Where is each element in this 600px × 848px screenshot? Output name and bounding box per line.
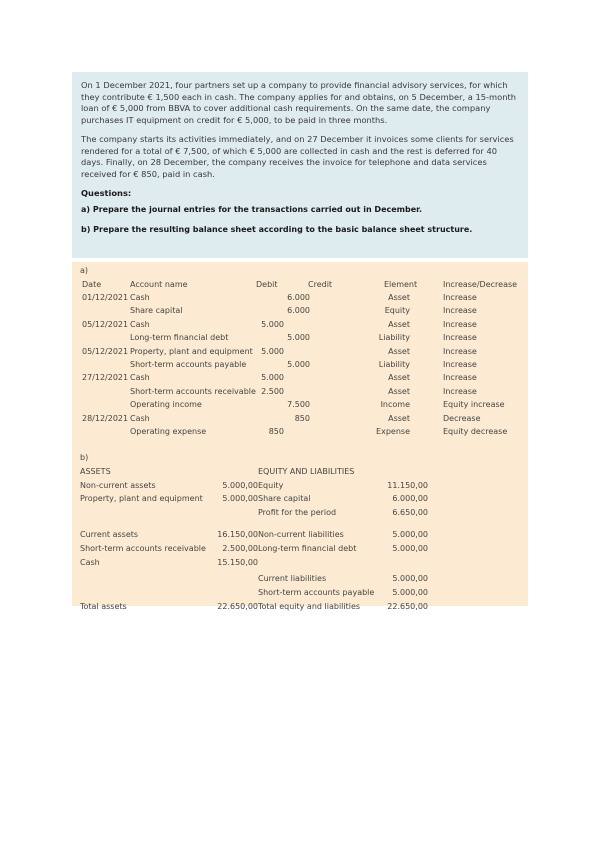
header-debit: Debit [256, 280, 278, 289]
journal-account: Short-term accounts receivable [130, 386, 256, 396]
assets-heading: ASSETS [80, 467, 111, 476]
balance-asset-label: Short-term accounts receivable [80, 544, 206, 553]
journal-account: Operating expense [130, 427, 207, 436]
journal-element: Expense [376, 427, 410, 436]
journal-element: Asset [388, 346, 410, 356]
journal-account: Cash [130, 319, 150, 329]
journal-change: Equity increase [443, 400, 505, 410]
balance-eq-label: Share capital [258, 494, 311, 503]
journal-date: 28/12/2021 [82, 413, 129, 423]
balance-asset-label: Total assets [80, 602, 127, 611]
journal-change: Increase [443, 293, 477, 302]
journal-account: Short-term accounts payable [130, 360, 247, 369]
journal-change: Increase [443, 346, 477, 356]
journal-debit: 850 [268, 427, 284, 436]
balance-asset-value: 5.000,00 [222, 494, 258, 503]
journal-element: Liability [378, 360, 410, 369]
journal-credit: 5.000 [287, 333, 310, 343]
statement-paragraph-1: On 1 December 2021, four partners set up a company to provide financial advisory services, for which they contribute € 1,500 each in cash. The company applies for and obtains, on 5 December, a 15-month loan of € 5,000 from BBVA to cover additional cash requirements. On the same date, the company purchases IT equipment on credit for € 5,000, to be paid in three months. [81, 80, 516, 125]
balance-asset-value: 5.000,00 [222, 481, 258, 490]
balance-asset-label: Non-current assets [80, 481, 156, 490]
balance-asset-value: 16.150,00 [217, 530, 258, 539]
journal-account: Operating income [130, 400, 202, 410]
journal-account: Long-term financial debt [130, 333, 229, 343]
journal-credit: 5.000 [287, 360, 310, 369]
journal-debit: 5.000 [261, 319, 284, 329]
balance-eq-label: Short-term accounts payable [258, 588, 375, 597]
header-element: Element [384, 280, 418, 289]
balance-eq-label: Equity [258, 481, 284, 490]
journal-change: Decrease [443, 413, 481, 423]
journal-account: Cash [130, 373, 150, 383]
journal-date: 01/12/2021 [82, 293, 129, 302]
journal-change: Increase [443, 360, 477, 369]
balance-eq-value: 5.000,00 [392, 574, 428, 583]
journal-label: a) [80, 266, 89, 275]
journal-element: Asset [388, 373, 410, 383]
journal-change: Increase [443, 306, 477, 316]
question-a: a) Prepare the journal entries for the transactions carried out in December. [81, 204, 422, 214]
header-date: Date [82, 280, 102, 289]
balance-eq-label: Total equity and liabilities [258, 602, 361, 611]
header-account: Account name [130, 280, 188, 289]
balance-asset-label: Current assets [80, 530, 139, 539]
balance-asset-label: Property, plant and equipment [80, 494, 203, 503]
balance-asset-value: 2.500,00 [222, 544, 258, 553]
journal-account: Cash [130, 413, 150, 423]
journal-date: 05/12/2021 [82, 346, 129, 356]
journal-credit: 6.000 [287, 306, 310, 316]
journal-date: 05/12/2021 [82, 319, 129, 329]
journal-change: Increase [443, 333, 477, 343]
balance-eq-label: Long-term financial debt [258, 544, 357, 553]
journal-element: Liability [378, 333, 410, 343]
journal-element: Income [380, 400, 410, 410]
journal-element: Asset [388, 319, 410, 329]
journal-debit: 5.000 [261, 373, 284, 383]
answer-box [72, 262, 528, 611]
journal-account: Share capital [130, 306, 183, 316]
balance-eq-value: 5.000,00 [392, 530, 428, 539]
balance-asset-label: Cash [80, 558, 100, 567]
header-credit: Credit [308, 280, 333, 289]
balance-eq-value: 6.000,00 [392, 494, 428, 503]
journal-credit: 6.000 [287, 293, 310, 302]
balance-eq-label: Current liabilities [258, 574, 327, 583]
balance-eq-value: 5.000,00 [392, 588, 428, 597]
balance-eq-label: Non-current liabilities [258, 530, 344, 539]
journal-change: Equity decrease [443, 427, 508, 436]
journal-account: Cash [130, 293, 150, 302]
balance-eq-value: 11.150,00 [387, 481, 428, 490]
question-b: b) Prepare the resulting balance sheet according to the basic balance sheet structure. [81, 225, 473, 234]
journal-debit: 2.500 [261, 386, 284, 396]
equity-liabilities-heading: EQUITY AND LIABILITIES [258, 467, 355, 476]
journal-element: Asset [388, 413, 410, 423]
journal-change: Increase [443, 319, 477, 329]
balance-asset-value: 15.150,00 [217, 558, 258, 567]
journal-account: Property, plant and equipment [130, 346, 253, 356]
questions-heading: Questions: [81, 188, 132, 198]
journal-credit: 850 [294, 413, 310, 423]
balance-label: b) [80, 453, 89, 462]
journal-change: Increase [443, 386, 477, 396]
balance-eq-label: Profit for the period [258, 508, 337, 517]
balance-eq-value: 22.650,00 [387, 602, 428, 611]
journal-element: Asset [388, 386, 410, 396]
journal-date: 27/12/2021 [82, 373, 129, 383]
exercise-statement [72, 72, 528, 258]
journal-element: Equity [384, 306, 410, 316]
journal-credit: 7.500 [287, 400, 310, 410]
journal-element: Asset [388, 293, 410, 302]
header-change: Increase/Decrease [443, 280, 518, 289]
statement-paragraph-2: The company starts its activities immediately, and on 27 December it invoices some clients for services rendered for a total of € 7,500, of which € 5,000 are collected in cash and the rest is deferred for 40 days. Finally, on 28 December, the company receives the invoice for telephone and data services received for € 850, paid in cash. [81, 134, 514, 179]
balance-eq-value: 5.000,00 [392, 544, 428, 553]
balance-asset-value: 22.650,00 [217, 602, 258, 611]
journal-debit: 5.000 [261, 346, 284, 356]
journal-change: Increase [443, 373, 477, 383]
balance-eq-value: 6.650,00 [392, 508, 428, 517]
